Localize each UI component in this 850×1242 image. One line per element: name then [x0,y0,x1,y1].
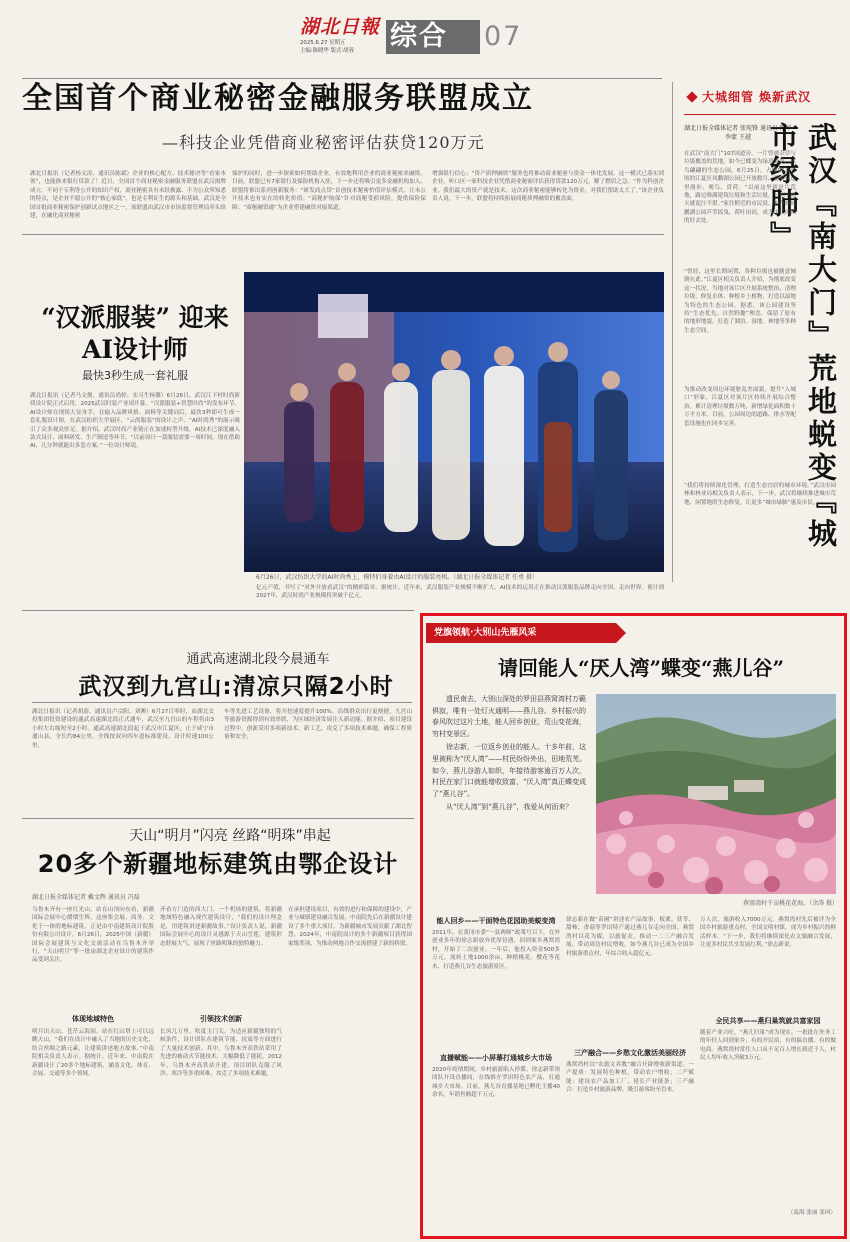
feature-subheading-2: 直播赋能——小屏幕打通城乡大市场 [440,1054,552,1062]
lead-headline[interactable]: 全国首个商业秘密金融服务联盟成立 [22,81,534,116]
editor-credit: 主编:陈晓华 版式:胡蓉 [300,48,354,54]
fashion-photo-caption: 6月26日，武汉纺织大学的AI时尚秀上，模特们身着由AI设计的服装亮相。（湖北日报全媒体记者 任勇 摄） [256,574,539,581]
fashion-ai-subhead: 最快3秒生成一套礼服 [82,369,188,382]
story2-rule [22,610,414,611]
intro-verse [432,694,590,814]
column-divider [672,82,673,582]
issue-date: 2025.6.27 星期五 [300,40,346,46]
lead-body-col1: 湖北日报讯（记者杨文涛、通讯员陈斌）企业的核心配方、技术秘诀等“看家本领”，也能换来银行贷款了！近日，全国首个商业秘密金融服务联盟在武汉揭牌成立。不同于专利等公开的知识产权，商业秘密具有未经披露、不为公众所知悉的特点，是企业不愿公开的“核心家底”，也是专利证生的源头和基础。武汉是全国首批商业秘密保护创新试点地区之一，该联盟由武汉市市场监督管理局牵头组建，在融化商业秘密 [30,171,226,220]
blossom-valley-illustration [596,694,836,894]
feature-col-a [432,916,560,1232]
right-column-byline: 湖北日报全媒体记者 张宛锋 通讯员 陈平 李蒙 王越 [684,125,792,141]
highway-body-col2: 车等先进工艺设备，将开挖速度提升100%。沿线群众出行更便捷，九宫山等旅游资源得到有效串联，为区域经济发展注入新动能。据介绍，项目建设过程中，创新采用多项新技术、新工艺，攻克了多项技术难题，确保工程质量和安全。 [224,709,412,741]
xinjiang-body-col2: 齐看方门造的西大门，一个机场的建筑。将新疆地域特色融入现代建筑设计，“我们的设计理念是，用建筑讲述新疆故事。”设计负责人说，新疆国际会展中心的设计灵感源于天山雪莲，建筑形态舒展大气，展现了丝路明珠的独特魅力。 [160,907,282,947]
ribbon-text: 党旗领航·大别山先雁风采 [434,628,537,638]
lead-body-col3: 增强银行信心；“资产质押融资”服务也将推动商业秘密与资金一体化发展。这一模式已落实到企业。听口区一家科技企业凭借商业秘密评估获得贷款120万元，解了燃眉之急。“作为科创企业，我们最大的资产就是技术，这次商业秘密能够转化为资金，对我们帮助太大了。”该企业负责人说。下一步，联盟将持续拓展商秘质押融资的覆盖面。 [432,171,664,203]
xinjiang-byline: 湖北日报全媒体记者 戴文辉 通讯员 冯磊 [32,894,140,901]
section-label-box [386,20,480,54]
banner-text: 大城细管 焕新武汉 [702,90,812,104]
feature-subheading-4: 全民共享——燕归巢筑就共富家园 [715,1017,821,1025]
feature-subheading-3: 三产融合——乡愁文化激活美丽经济 [574,1049,686,1057]
logo-text: 湖北日報 [300,16,381,38]
xinjiang-body-col1: 乌鲁木齐有一座红光山，站在山顶向东看，新疆国际会展中心熠熠生辉，这座集会展、商务、文化于一体的地标建筑，正是由中南建筑设计院股份有限公司设计。6月26日，2025中国（新疆）国际会展建筑与文化交流活动在乌鲁木齐举行，“天山明月”等一批由湖北企业设计的建筑作品受到关注。 [32,907,154,964]
right-column-body2: “曾经，这里长期闲置，各种垃圾也被随意倾倒在此。”江夏区相关负责人介绍，为彻底改变这一状况，当地对该片区开展系统整治，清理垃圾、修复水体、种植乡土植物，打造以湿地为特色的生态公园。据悉，该公园建设坚持“生态优先、自然野趣”理念，保留了原有的地形地貌，打造了湖泊、湿地、林地等多种生态空间。 [684,269,796,334]
fashion-ai-body-bottom: 亿元产值，书写了“对外开放看武汉”的精彩篇章。据统计，近年来，武汉服装产业规模不断扩大，AI技术的运用正在推动汉派服装品牌走向全国、走向世界。预计到2027年，武汉时尚产业规模将突破千亿元。 [256,585,664,600]
xinjiang-kicker: 天山“明月”闪亮 丝路“明珠”串起 [129,828,331,844]
feature-col-c [700,916,836,1232]
blossom-photo-caption: 燕窝湾村千亩桃花花海。（余涛 摄） [743,900,838,907]
highway-body-col1: 湖北日报讯（记者胡蔚、通讯员卢宗阳、刘澳）6月27日零时，由湖北交投集团投资建设的通武高速湖北段正式通车，武汉至九宫山的车程将由3小时左右缩短至2小时。通武高速湖北段起于武汉市江夏区，止于咸宁市通山县，全长约84公里，全线按双向四车道标准建设，设计时速100公里。 [32,709,214,749]
intro-verse-2: 徐志新，一位返乡创业的能人。十多年前，这里被称为“厌人湾”——村民纷纷外出，田地荒芜。如今，燕儿谷游人如织，年接待游客逾百万人次，村民在家门口就能增收致富，“厌人湾”真正蝶变成了“燕儿谷”。 [432,743,587,798]
xinjiang-col1 [32,906,154,1236]
highway-headline[interactable]: 武汉到九宫山:清凉只隔2小时 [78,674,394,700]
right-column-body4: “我们将持续深化管理，打造生态宜居的城市环境。”武汉市园林和林业局相关负责人表示，下一步，武汉将继续推进城市荒地、闲置地的生态修复，让更多“城市绿肺”惠及市民。 [684,483,836,506]
lead-body-col2: 保护的同时，进一步探索如何帮助企业，有效地利用企业的商业秘密来融资。目前，联盟已有7家银行及保险机构入驻，下一步还将吸引更多金融机构加入。联盟将推出系列创新服务：“研发商点贷”首创技术秘密价值评估模式，让未公开技术也有实在的转化价值；“商秘护航保”针对商秘受损风险，提供保险保障；“商秘融资通”为企业搭建融资对接渠道。 [232,171,426,211]
section-label: 综合 [390,21,448,52]
fashion-show-photo[interactable] [244,272,664,582]
intro-verse-1: 遗民南去，大别山深处的罗田县燕窝湾村万籁俱寂，唯有一处灯火通明——燕儿谷。乡村振兴的春风吹过这片土地，能人回乡创业，荒山变花海，穷村变景区。 [432,695,586,738]
feature-signature: （南海 张丽 张珂） [787,1210,836,1216]
xinjiang-body-col1-more: 明月出天山，苍茫云海间。站在红山塔上可以远眺天山，“我们在设计中融入了当地的历史文化，结合丝绸之路元素，让建筑讲述地方故事。”中南院相关负责人表示。据统计，近年来，中南院在新疆设计了20多个地标建筑，涵盖文化、体育、会展、交通等多个领域。 [32,1029,154,1078]
right-column-banner [688,86,838,108]
masthead [0,0,850,78]
story3-rule [22,818,414,819]
yaner-valley-headline[interactable]: 请回能人“厌人湾”蝶变“燕儿谷” [497,656,784,680]
xinjiang-body-col2-more: 长风几万里，吹度玉门关。为适应新疆独特的气候条件，设计团队在建筑节能、抗震等方面进行了大量技术创新。其中，乌鲁木齐高铁站采用了先进的被动式节能技术，大幅降低了能耗。2012年，乌鲁木齐高铁站开建，项目团队克服了风沙、寒冷等多重困难，攻克了多项技术难题。 [160,1029,282,1078]
masthead-rule [22,78,662,79]
feature-body-3: 徐志新在做“苗圃”讲述农产品故事，板栗、茯苓、甜柿、香菇等罗田特产通过燕儿谷走向全国。燕窝湾村以花为媒，以旅促农，推动一二三产融合发展，带动周边村民增收。如今燕儿谷已成为全国乡村旅游重点村，年综合收入超亿元。 [566,917,694,957]
feature-subheading-1: 能人回乡——干面特色花园助美蜕变湾 [436,917,556,925]
banner-rule [684,114,836,115]
feature-body-4: 燕窝湾村以“农旅文养教”融合开辟增收新渠道。一产提质：发展特色种植，带动农户增收；二产赋能：建设农产品加工厂，延长产业链条；三产融合：打造乡村旅游品牌，吸引游客纷至沓来。 [566,1062,694,1094]
feature-col-b [566,916,694,1232]
newspaper-logo[interactable] [300,12,388,58]
xinjiang-subheading-2: 引领技术创新 [200,1015,242,1023]
fashion-ai-body: 湖北日报讯（记者马文俊、通讯员尚婷、实习生杨馨）6月26日，武汉江下村时尚新质设计院正式启用，2025武汉时装产业周开幕，“汉派服装+智慧时尚”的发布环节，AI设计师在现场大显身手，在输入品牌风格、面料等关键词后，最快3秒即可生成一套礼服设计图。在武汉纺织大学展区，“云尚服装”的设计之声、“AI时尚秀”的展示吸引了众多观众驻足。据介绍，武汉时尚产业链正在加速转型升级，AI技术已深度融入款式设计、面料研发、生产制造等环节。“以前设计一款服装需要一周时间，现在借助AI，几分钟就能出多套方案。”一位设计师说。 [30,393,240,450]
xinjiang-col2 [160,906,282,1236]
xinjiang-subheading-1: 体现地域特色 [72,1015,114,1023]
xinjiang-headline[interactable]: 20多个新疆地标建筑由鄂企设计 [37,850,399,878]
fashion-show-illustration [244,272,664,582]
right-column-body3: 为推动改变周边环境脏乱差面貌，提升“入城口”形象，江夏区对该片区持续开展综合整治，累计清理垃圾数万吨，新增绿化面积数十万平方米。目前，公园周边的道路、排水等配套设施也在同步完善。 [684,387,796,427]
banner-diamond-icon [686,91,697,102]
lead-subhead: —科技企业凭借商业秘密评估获贷120万元 [162,133,485,152]
fashion-ai-headline[interactable]: “汉派服装” 迎来AI设计师 [41,303,229,364]
page-number: 07 [484,21,523,52]
feature-ribbon [426,623,626,643]
lead-rule [22,234,664,235]
peach-blossom-photo[interactable] [596,694,836,904]
intro-verse-3: 从“厌人湾”到“燕儿谷”，我爱从何而来？ [446,803,573,812]
feature-body-5: 万人次，旅游收入7000万元。燕窝湾村先后被评为全国乡村旅游重点村、全国文明村镇，成为乡村振兴的鲜活样本。“下一步，我们将继续深化农文旅融合发展，让更多村民共享发展红利。”徐志新说。 [700,917,836,949]
right-column-headline[interactable]: 武汉『南大门』荒地蜕变『城市绿肺』 [766,122,838,551]
xinjiang-body-col3: 在承担建设项目，有效的进行和保障的建设中，产业与城镇建设融合发展。中南院先后在新疆设计建设了多个重大项目，为新疆城市发展贡献了湖北智慧。2024年，中南院设计的多个新疆项目获得国家级奖项，为推动两地合作交流搭建了新的桥梁。 [288,907,412,947]
highway-headline-rule [32,702,412,703]
feature-body-2: 2020年疫情期间，乡村旅游陷入停滞。徐志新带领团队开设直播间，在线推介罗田特色农产品，打通城乡大市场。目前，燕儿谷直播基地已孵化主播40余名，年销售额超千万元。 [432,1067,560,1099]
feature-body-1: 2011年，在黄冈市委“一县两师”政策号召下，在外创业多年的徐志新放弃优厚待遇，回到家乡燕窝湾村，开始了二次创业。一年后，他投入资金500多万元，流转土地1000余亩，种植桃花、樱花等花木，打造燕儿谷生态旅游景区。 [432,930,560,970]
right-column-body1: 在武汉“南大门”107国道旁，一片曾被杂草与垃圾覆盖的荒地，如今已蝶变为绿意盎然、水鸟翩翩的生态公园。6月25日，占地96.9公顷的江夏区凤鹏湖公园已开放数月，游客在这里漫步、观鸟、赏荷。“以前这里就是片荒地，路边堆满建筑垃圾和生活垃圾，一到下雨天就泥泞不堪。”家住附近的市民说。如今的凤鹏湖公园芦苇摇曳、荷叶田田，成为市民休闲的好去处。 [684,151,796,225]
highway-kicker: 通武高速湖北段今晨通车 [186,652,330,667]
feature-body-6: 随着产业兴旺，“燕儿归巢”成为现实。一批批在外务工的年轻人回到家乡，有的开民宿，有的搞直播，有的做电商。燕窝湾村常住人口从不足百人增长到近千人，村民人均年收入突破3万元。 [700,1030,836,1062]
